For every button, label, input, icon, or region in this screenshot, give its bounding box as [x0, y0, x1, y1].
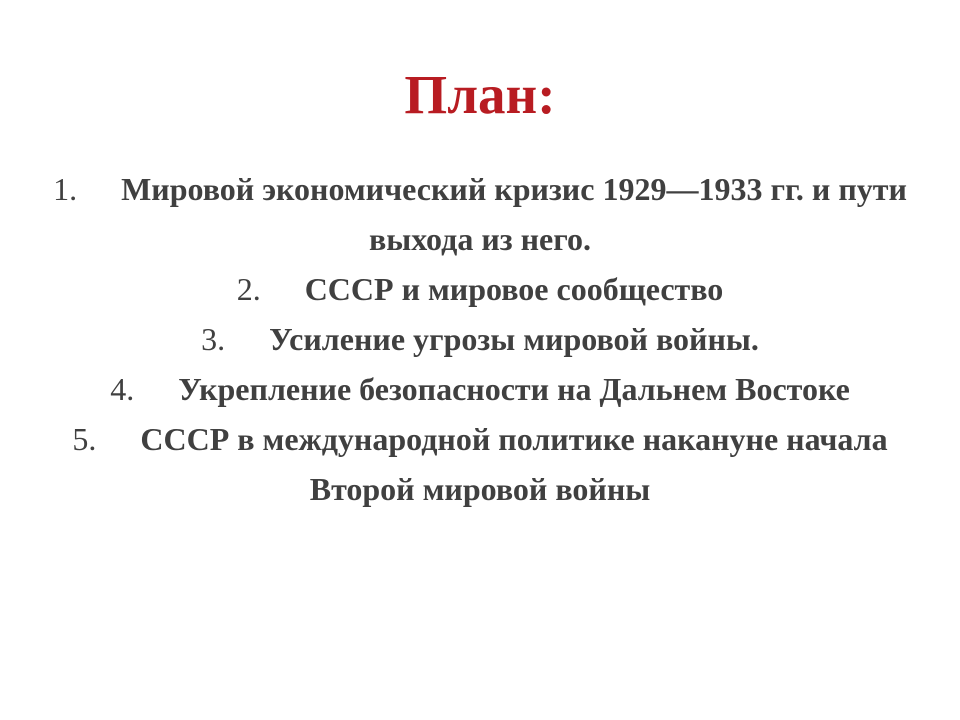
plan-item-number: 2. [236, 271, 261, 307]
plan-item-2 [40, 264, 920, 314]
plan-item-text: СССР в международной политике накануне начала Второй мировой войны [140, 421, 888, 507]
plan-item-number: 3. [201, 321, 226, 357]
plan-item-number: 5. [72, 421, 97, 457]
plan-item-1 [40, 164, 920, 264]
plan-item-4 [40, 364, 920, 414]
plan-item-number: 4. [110, 371, 135, 407]
plan-item-number: 1. [53, 171, 78, 207]
plan-item-text: СССР и мировое сообщество [304, 271, 724, 307]
plan-item-text: Укрепление безопасности на Дальнем Востоке [178, 371, 850, 407]
plan-item-3 [40, 314, 920, 364]
plan-item-5 [40, 414, 920, 514]
plan-item-text: Мировой экономический кризис 1929—1933 гг. и пути выхода из него. [121, 171, 907, 257]
plan-list [40, 164, 920, 514]
plan-item-text: Усиление угрозы мировой войны. [269, 321, 759, 357]
slide-title: План: [404, 64, 556, 125]
